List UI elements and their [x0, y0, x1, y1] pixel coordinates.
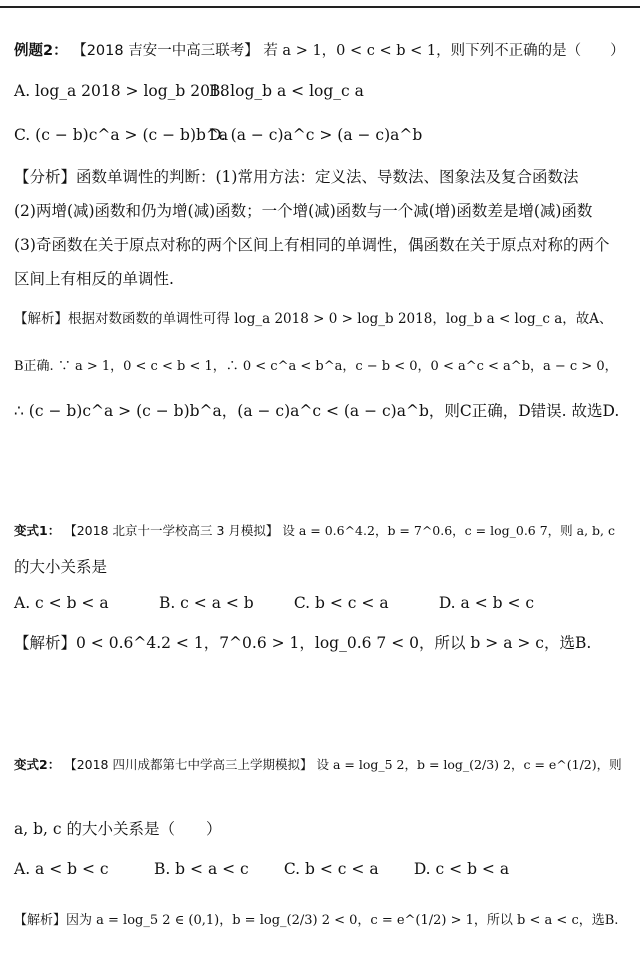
variant2-source: 【2018 四川成都第七中学高三上学期模拟】 — [64, 757, 313, 772]
variant1-solution: 【解析】0 < 0.6^4.2 < 1，7^0.6 > 1，log_0.6 7 < 0，所以 b > a > c，选B. — [14, 634, 592, 652]
variant1-options — [14, 592, 634, 614]
example2-header — [14, 40, 634, 62]
variant2-solution: 【解析】因为 a = log_5 2 ∈ (0,1)，b = log_(2/3) 2 < 0，c = e^(1/2) > 1，所以 b < a < c，选B. — [14, 913, 619, 928]
variant2-option-b: B. b < a < c — [153, 860, 249, 878]
variant1-option-b: B. c < a < b — [158, 594, 254, 612]
example2-analysis-line3: (3)奇函数在关于原点对称的两个区间上有相同的单调性，偶函数在关于原点对称的两个 — [14, 236, 610, 254]
example2-analysis-line4: 区间上有相反的单调性. — [14, 270, 174, 288]
variant1-option-c: C. b < c < a — [293, 594, 389, 612]
variant1-header — [14, 520, 634, 542]
variant1-option-a: A. c < b < a — [14, 594, 109, 612]
example2-options-cd — [14, 124, 634, 146]
variant2-option-d: D. c < b < a — [413, 860, 510, 878]
example2-title: 例题2： — [14, 43, 68, 59]
example2-solution-line2: B正确. ∵ a > 1，0 < c < b < 1，∴ 0 < c^a < b^a，c − b < 0，0 < a^c < a^b，a − c > 0， — [14, 359, 618, 374]
variant1-title: 变式1： — [14, 523, 61, 538]
variant1-source: 【2018 北京十一学校高三 3 月模拟】 — [64, 523, 279, 538]
variant2-header — [14, 754, 634, 776]
example2-analysis-line2: (2)两增(减)函数和仍为增(减)函数；一个增(减)函数与一个减(增)函数差是增(减)函数 — [14, 202, 593, 220]
example2-option-c: C. (c − b)c^a > (c − b)b^a — [14, 126, 229, 144]
example2-option-a: A. log_a 2018 > log_b 2018 — [14, 82, 230, 100]
example2-solution-line3: ∴ (c − b)c^a > (c − b)b^a，(a − c)a^c < (a − c)a^b，则C正确，D错误. 故选D. — [14, 402, 620, 420]
example2-stem: 若 a > 1，0 < c < b < 1，则下列不正确的是（ ） — [263, 43, 625, 59]
variant1-stem-line1: 设 a = 0.6^4.2，b = 7^0.6，c = log_0.6 7，则 a, b, c — [282, 523, 615, 538]
variant1-stem-line2: 的大小关系是 — [14, 558, 108, 576]
variant1-option-d: D. a < b < c — [438, 594, 535, 612]
example2-solution-line1: 【解析】根据对数函数的单调性可得 log_a 2018 > 0 > log_b 2018，log_b a < log_c a，故A、 — [14, 311, 613, 327]
example2-option-b: B. log_b a < log_c a — [208, 82, 364, 100]
example2-option-d: D. (a − c)a^c > (a − c)a^b — [208, 126, 423, 144]
variant2-title: 变式2： — [14, 757, 61, 772]
example2-source: 【2018 吉安一中高三联考】 — [72, 43, 259, 59]
variant2-option-c: C. b < c < a — [283, 860, 379, 878]
example2-options-ab — [14, 80, 634, 102]
variant2-stem-line1: 设 a = log_5 2，b = log_(2/3) 2，c = e^(1/2)，则 — [316, 757, 622, 772]
variant2-options — [14, 858, 634, 880]
example2-analysis-line1: 【分析】函数单调性的判断：(1)常用方法：定义法、导数法、图象法及复合函数法 — [14, 168, 579, 186]
variant2-stem-line2: a, b, c 的大小关系是（ ） — [14, 820, 222, 838]
variant2-option-a: A. a < b < c — [14, 860, 109, 878]
top-rule — [0, 6, 640, 8]
